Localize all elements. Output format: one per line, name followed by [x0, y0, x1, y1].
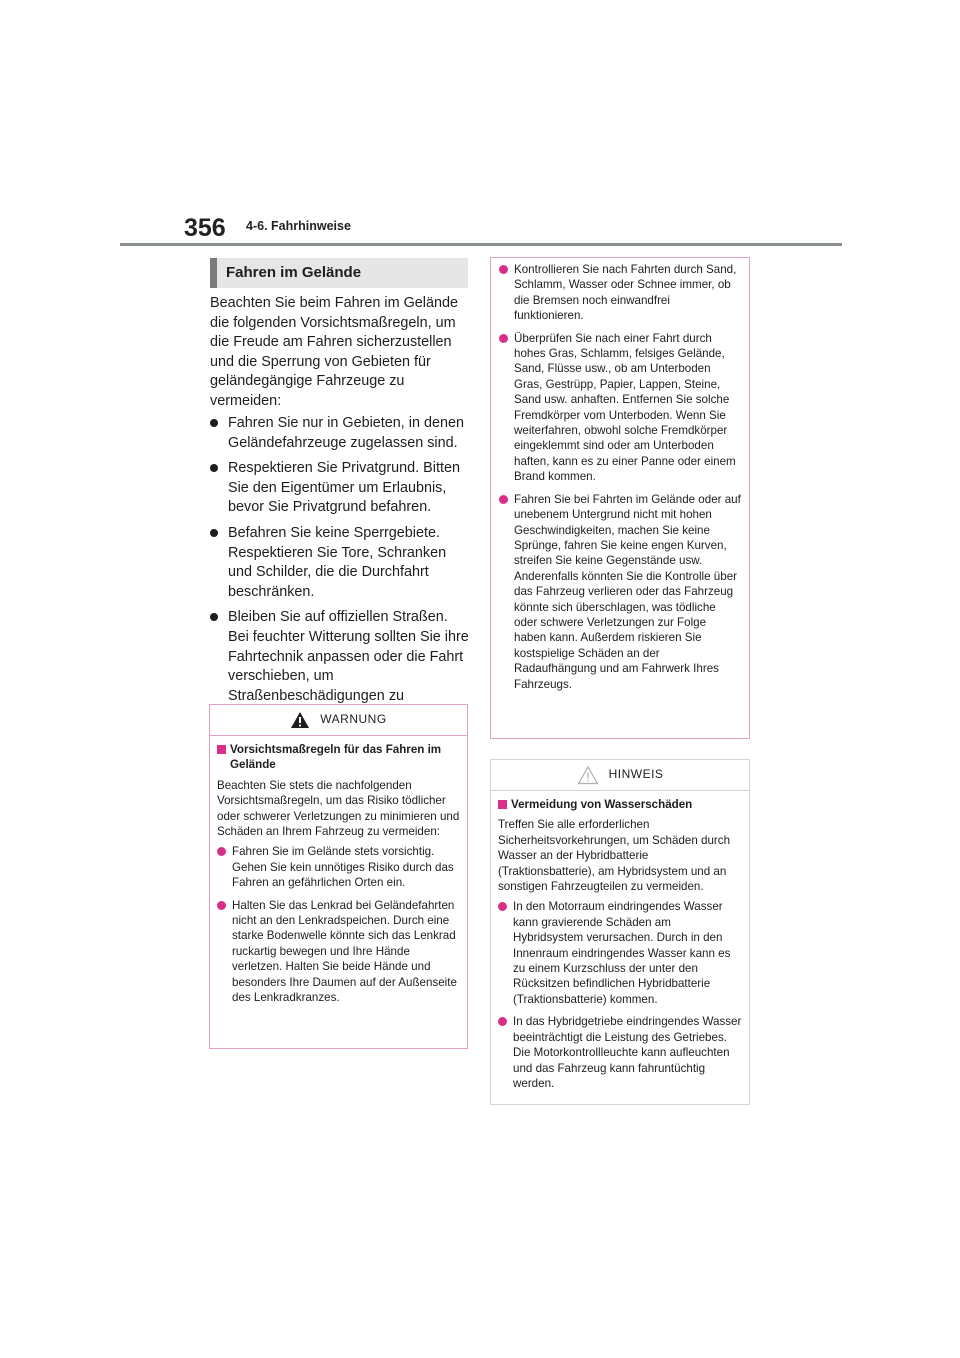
circle-bullet-icon — [217, 901, 226, 910]
notes-box — [490, 257, 750, 739]
section-intro: Beachten Sie beim Fahren im Gelände die folgenden Vorsichtsmaßregeln, um die Freude am Fahren sicherzustellen und die Sperrung von Gebieten für geländegängige Fahrzeuge zu vermeiden: — [210, 295, 458, 409]
circle-bullet-icon — [498, 902, 507, 911]
square-bullet-icon — [217, 745, 226, 754]
bullet-dot-icon — [210, 419, 218, 427]
circle-bullet-icon — [499, 495, 508, 504]
list-item: Bleiben Sie auf offiziellen Straßen. Bei feuchter Witterung sollten Sie ihre Fahrtechnik anpassen oder die Fahrt verschieben, um Straßenbeschädigungen zu — [210, 608, 472, 726]
list-item: Fahren Sie nur in Gebieten, in denen Geländefahrzeuge zugelassen sind. — [210, 414, 472, 453]
section-bullet-list — [210, 414, 472, 732]
section-heading: Fahren im Gelände — [210, 258, 468, 288]
warning-triangle-outline-icon — [577, 765, 599, 785]
list-item: Fahren Sie im Gelände stets vorsichtig. Gehen Sie kein unnötiges Risiko durch das Fahren an gefährlichen Orten ein. — [217, 844, 460, 890]
chapter-title: 4-6. Fahrhinweise — [246, 219, 351, 233]
hint-subtitle: Vermeidung von Wasserschäden — [498, 797, 742, 812]
list-item: Kontrollieren Sie nach Fahrten durch Sand, Schlamm, Wasser oder Schnee immer, ob die Bremsen noch einwandfrei funktionieren. — [499, 262, 741, 324]
square-bullet-icon — [498, 800, 507, 809]
warning-label: WARNUNG — [320, 712, 387, 727]
list-item: Überprüfen Sie nach einer Fahrt durch hohes Gras, Schlamm, felsiges Gelände, Sand, Flüsse usw., ob am Unterboden Gras, Gestrüpp, Papier, Lappen, Steine, Sand usw. anhaften. Entfernen Sie solche Fremdkörper vom Unterboden. Wenn Sie weiterfahren, obwohl solche Fremdkörper eingeklemmt sind oder am Unterboden haften, kann es zu einer Panne oder einem Brand kommen. — [499, 331, 741, 485]
hint-box — [490, 759, 750, 1105]
bullet-dot-icon — [210, 613, 218, 621]
warning-triangle-filled-icon — [290, 711, 310, 729]
list-item: Fahren Sie bei Fahrten im Gelände oder auf unebenem Untergrund nicht mit hohen Geschwindigkeiten, machen Sie keine Sprünge, fahren Sie keine engen Kurven, streifen Sie keine Gegenstände usw. Anderenfalls könnten Sie die Kontrolle über das Fahrzeug verlieren oder das Fahrzeug könnte sich überschlagen, was tödliche oder schwere Verletzungen zur Folge haben kann. Außerdem riskieren Sie kostspielige Schäden an der Radaufhängung und am Fahrwerk Ihres Fahrzeugs. — [499, 492, 741, 692]
circle-bullet-icon — [498, 1017, 507, 1026]
warning-text: Beachten Sie stets die nachfolgenden Vorsichtsmaßregeln, um das Risiko tödlicher oder schwerer Verletzungen zu minimieren und Schäden an Ihrem Fahrzeug zu vermeiden: — [217, 778, 460, 839]
list-item: Respektieren Sie Privatgrund. Bitten Sie den Eigentümer um Erlaubnis, bevor Sie Privatgrund befahren. — [210, 459, 472, 518]
circle-bullet-icon — [499, 265, 508, 274]
circle-bullet-icon — [217, 847, 226, 856]
bullet-dot-icon — [210, 464, 218, 472]
hint-label: HINWEIS — [608, 767, 664, 782]
list-item: Befahren Sie keine Sperrgebiete. Respektieren Sie Tore, Schranken und Schilder, die die Durchfahrt beschränken. — [210, 524, 472, 602]
warning-subtitle: Vorsichtsmaßregeln für das Fahren im Gelände — [217, 742, 460, 773]
warning-header — [210, 705, 467, 736]
list-item: In den Motorraum eindringendes Wasser kann gravierende Schäden am Hybridsystem verursachen. Durch in den Innenraum eindringendes Wasser kann es zu einem Kurzschluss der unter den Rücksitzen befindlichen Hybridbatterie (Traktionsbatterie) kommen. — [498, 899, 742, 1007]
page-number: 356 — [184, 214, 226, 242]
bullet-dot-icon — [210, 529, 218, 537]
circle-bullet-icon — [499, 334, 508, 343]
warning-box — [209, 704, 468, 1049]
header-rule — [120, 243, 842, 246]
list-item: In das Hybridgetriebe eindringendes Wasser beeinträchtigt die Leistung des Getriebes. Die Motorkontrollleuchte kann aufleuchten und das Fahrzeug kann fahruntüchtig werden. — [498, 1014, 742, 1091]
hint-header — [491, 760, 749, 791]
hint-text: Treffen Sie alle erforderlichen Sicherheitsvorkehrungen, um Schäden durch Wasser an der Hybridbatterie (Traktionsbatterie), am Hybridsystem und an sonstigen Fahrzeugteilen zu vermeiden. — [498, 818, 731, 894]
list-item: Halten Sie das Lenkrad bei Geländefahrten nicht an den Lenkradspeichen. Durch eine starke Bodenwelle könnte sich das Lenkrad ruckartig bewegen und Ihre Hände verletzen. Halten Sie beide Hände und besonders Ihre Daumen auf der Außenseite des Lenkradkranzes. — [217, 898, 460, 1006]
